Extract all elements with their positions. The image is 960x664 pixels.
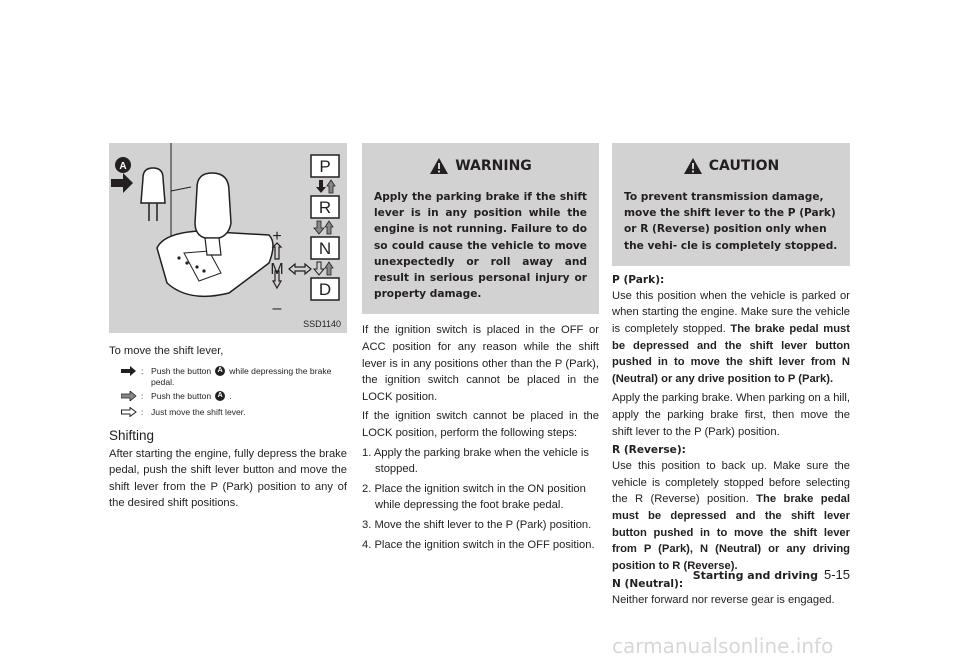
footer-section: Starting and driving [692, 569, 818, 582]
gear-p-label: P [319, 157, 331, 176]
middle-column [362, 143, 599, 556]
plus-label: + [272, 228, 282, 245]
neutral-heading: N (Neutral): [612, 578, 684, 591]
ignition-paragraph-1: If the ignition switch is placed in the OFF or ACC position for any reason while the shift lever is in any positions other than the P (Park), the ignition switch cannot be placed in the LOCK position. [362, 324, 599, 403]
gear-d-label: D [318, 280, 332, 299]
step-item: 3. Move the shift lever to the P (Park) position. [362, 518, 592, 531]
legend-row-1 [121, 366, 347, 388]
up-outline-arrow-icon [273, 243, 281, 259]
legend-text-3: Just move the shift lever. [151, 406, 246, 417]
reverse-heading: R (Reverse): [612, 444, 686, 457]
striped-up-arrow-icon [327, 180, 335, 193]
reverse-text: Use this position to back up. Make sure the vehicle is completely stopped before selecting the R (Reverse) position. The brake pedal must be depressed and the shift lever button pushed in to move the shift lever from P (Park), N (Neutral) or any driving position to R (Reverse). [612, 460, 850, 572]
steps-list [362, 445, 599, 554]
gear-r-label: R [318, 198, 332, 217]
legend-colon: : [141, 365, 144, 376]
figure-code: SSD1140 [303, 319, 341, 329]
warning-title-text: WARNING [455, 158, 532, 174]
warning-text: Apply the parking brake if the shift lever is in any position while the engine is not running. Failure to do so could cause the vehicle to move unexpectedly or roll away and result in serious personal injury or property damage. [374, 191, 587, 301]
striped-down-arrow-icon [314, 221, 324, 234]
park-text: Use this position when the vehicle is parked or when starting the engine. Make sure the vehicle is completely stopped. The brake pedal must be depressed and the shift lever button pushed in to move the shift lever from N (Neutral) or any drive position to P (Park). [612, 289, 850, 385]
horizontal-arrow-icon [289, 264, 311, 274]
right-column [612, 143, 850, 612]
striped-up-arrow-icon-3 [325, 262, 333, 275]
step-item: 1. Apply the parking brake when the vehicle is stopped. [362, 446, 589, 476]
outline-down-arrow-icon [314, 262, 324, 275]
manual-label: M [270, 261, 284, 278]
legend-colon: : [141, 406, 144, 417]
page-number: 5-15 [823, 567, 850, 582]
solid-down-arrow-icon [316, 180, 326, 193]
legend-text-2: Push the button A . [151, 390, 232, 401]
shift-knob-icon [195, 173, 231, 238]
shifting-text: After starting the engine, fully depress the brake pedal, push the shift lever button and move the shift lever from the P (Park) position to any of the desired shift positions. [109, 447, 347, 510]
legend-text-1: Push the button A while depressing the brake pedal. [151, 365, 332, 387]
park-heading: P (Park): [612, 273, 665, 286]
marker-a-icon: A [215, 391, 225, 401]
solid-arrow-icon [121, 366, 141, 388]
minus-label: – [272, 300, 282, 317]
legend-colon: : [141, 390, 144, 401]
legend-row-3 [121, 407, 347, 420]
warning-title [374, 157, 587, 175]
marker-a-label: A [119, 161, 127, 172]
caution-text: To prevent transmission damage, move the shift lever to the P (Park) or R (Reverse) position only when the vehi- cle is completely stopped. [624, 191, 838, 252]
shift-lever-figure [109, 143, 347, 333]
park-text-2: Apply the parking brake. When parking on a hill, apply the parking brake first, then move the shift lever to the P (Park) position. [612, 392, 850, 438]
outline-arrow-icon [121, 407, 141, 420]
intro-text: To move the shift lever, [109, 345, 224, 357]
watermark: carmanualsonline.info [612, 634, 834, 658]
step-item: 2. Place the ignition switch in the ON position while depressing the foot brake pedal. [362, 482, 586, 512]
striped-arrow-icon [121, 391, 141, 404]
caution-title [624, 157, 838, 175]
caution-title-text: CAUTION [708, 158, 780, 174]
legend-row-2 [121, 391, 347, 404]
arrow-legend [121, 366, 347, 420]
marker-a-icon: A [215, 366, 225, 376]
shift-lever-illustration [109, 143, 347, 333]
step-item: 4. Place the ignition switch in the OFF position. [362, 538, 595, 551]
gear-n-label: N [318, 239, 332, 258]
striped-up-arrow-icon-2 [325, 221, 333, 234]
ignition-paragraph-2: If the ignition switch cannot be placed in the LOCK position, perform the following steps: [362, 410, 599, 439]
knob-inset-icon [141, 168, 165, 203]
left-column [109, 143, 347, 515]
neutral-text: Neither forward nor reverse gear is engaged. [612, 594, 835, 607]
caution-icon [683, 157, 703, 175]
warning-box [362, 143, 599, 314]
caution-box [612, 143, 850, 266]
warning-icon [429, 157, 449, 175]
push-arrow-icon [111, 173, 133, 193]
shifting-heading: Shifting [109, 427, 155, 443]
page-footer [693, 567, 850, 582]
